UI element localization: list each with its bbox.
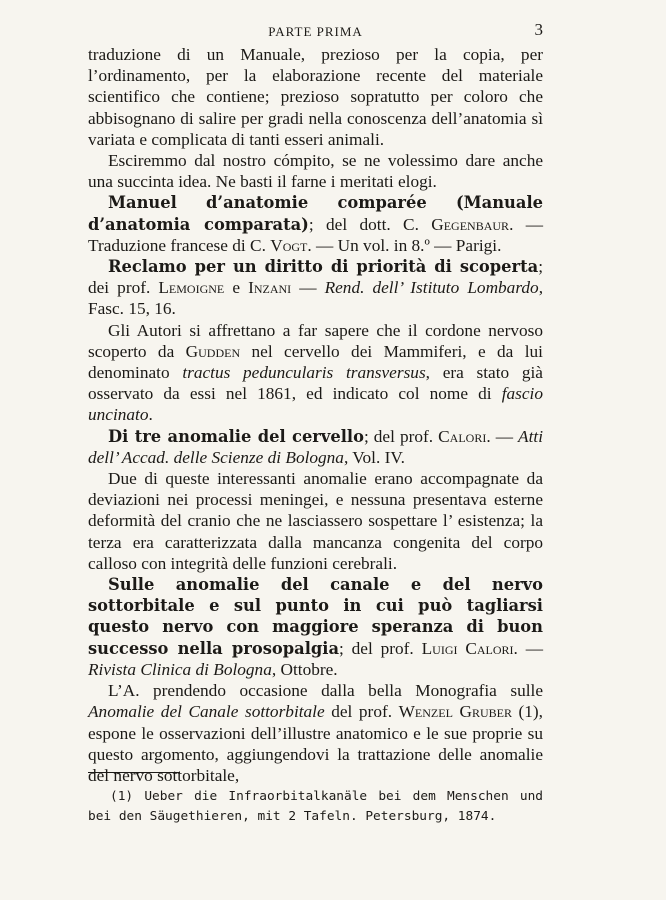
entry-title: Sulle anomalie del canale e del nervo sottorbitale e sul punto in cui può tagliarsi questo nervo con maggiore speranza di buon successo nella prosopalgia [88,575,543,658]
entry-text: . — [513,638,544,658]
paragraph: Esciremmo dal nostro cómpito, se ne volessimo dare anche una succinta idea. Ne basti il farne i meritati elogi. [88,151,543,192]
translator-name: Vogt [270,235,308,255]
footnote [88,787,543,827]
summary-text: L’A. prendendo occasione dalla bella Monografia sulle [108,681,543,701]
summary-text: . [148,405,153,425]
page-number: 3 [534,20,543,39]
entry-text: , Fasc. 15, 16. [88,278,544,319]
entry-summary [88,680,543,786]
latin-term: tractus peduncularis transversus [182,363,426,383]
bibliography-entry [88,256,543,320]
entry-text: ; del dott. C. [308,214,432,234]
page-body [88,44,543,786]
footnote-text: (1) Ueber die Infraorbitalkanäle bei dem Menschen und bei den Säugethieren, mit 2 Tafeln. Petersburg, 1874. [88,789,543,824]
bibliography-entry [88,192,543,256]
entry-text: ; del prof. [339,638,422,658]
page [88,18,543,786]
paragraph: traduzione di un Manuale, prezioso per la copia, per l’ordinamento, per la elaborazione recente del materiale scientifico che contiene; prezioso sopratutto per coloro che abbisognano di salire per gradi nella conoscenza dell’anatomia sì variata e complicata di tanti esseri animali. [88,45,543,149]
entry-text: . — Un vol. in 8.º — Parigi. [307,235,502,255]
author-name: Luigi Calori [421,638,514,658]
entry-title: Di tre anomalie del cervello [108,426,364,446]
bibliography-entry [88,426,543,468]
entry-title: Manuel d’anatomie comparée (Manuale d’anatomia comparata) [88,193,543,234]
source-title: Rivista Clinica di Bologna [88,659,272,679]
entry-text: . — Traduzione francese di C. [88,214,544,255]
author-name: Inzani [248,278,292,298]
entry-text: . — [486,426,519,446]
monograph-title: Anomalie del Canale sottorbitale [88,702,325,722]
entry-text: ; dei prof. [88,257,543,298]
entry-summary: Due di queste interessanti anomalie erano accompagnate da deviazioni nei processi meningei, e nessuna presentava esterne deformità del cranio che ne lasciassero sospettare l’ esistenza; la terza era caratterizzata dalla mancanza congenita del corpo calloso con integrità delle funzioni cerebrali. [88,469,543,573]
author-name: Gegenbaur [431,214,510,234]
entry-text: ; del prof. [363,426,439,446]
term: fascio uncinato [88,384,543,425]
summary-text: Gli Autori si affrettano a far sapere che il cordone nervoso scoperto da [88,320,543,361]
summary-text: nel cervello dei Mammiferi, e da lui denominato [88,341,543,383]
entry-text: e [224,278,249,298]
source-title: Rend. dell’ Istituto Lombardo [324,278,539,298]
summary-text: , era stato già osservato da essi nel 1861, ed indicato col nome di [88,363,543,404]
entry-summary [88,320,543,426]
summary-text: del prof. [324,702,399,722]
summary-text: (1), espone le osservazioni dell’illustre anatomico e le sue proprie su questo argomento, aggiungendovi la trattazione delle anomalie del nervo sottorbitale, [88,702,544,785]
author-name: Calori [438,426,487,446]
running-head [88,18,543,44]
author-name: Wenzel Gruber [398,702,512,722]
entry-text: , Ottobre. [271,659,338,679]
author-name: Lemoigne [158,278,225,298]
source-title: Atti dell’ Accad. delle Scienze di Bologna [88,426,543,467]
running-head-title: PARTE PRIMA [268,24,363,39]
bibliography-entry [88,574,543,680]
entry-text: , Vol. IV. [343,447,405,467]
entry-text: — [291,278,325,298]
entry-title: Reclamo per un diritto di priorità di scoperta [108,257,539,277]
footnote-rule [88,772,180,773]
author-name: Gudden [185,341,241,361]
